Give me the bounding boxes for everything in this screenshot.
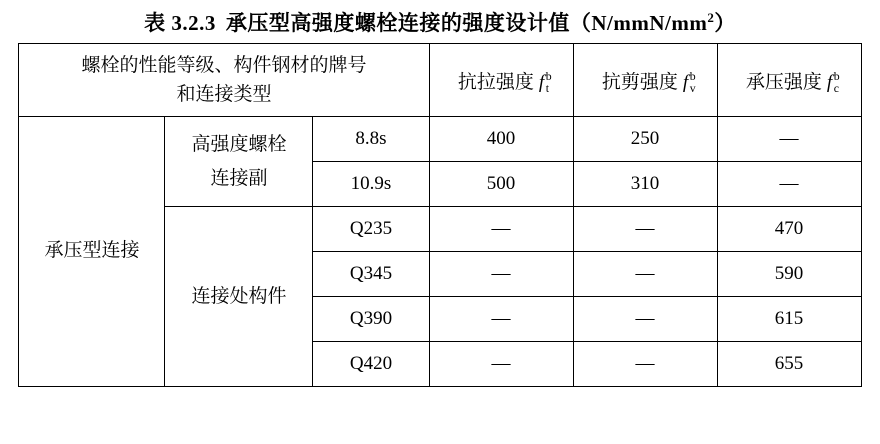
- symbol-subscript: c: [833, 81, 839, 95]
- cell-bearing: 655: [717, 342, 861, 387]
- cell-tensile: 400: [429, 117, 573, 162]
- cell-shear: —: [573, 252, 717, 297]
- symbol-base: f: [682, 71, 689, 93]
- cell-tensile: —: [429, 207, 573, 252]
- table-caption: [0, 0, 880, 43]
- symbol-base: f: [826, 71, 833, 93]
- cell-shear: 250: [573, 117, 717, 162]
- cell-grade: Q235: [313, 207, 429, 252]
- header-shear-strength: [573, 44, 717, 117]
- group-member-text: 连接处构件: [191, 285, 287, 307]
- cell-shear: —: [573, 207, 717, 252]
- header-description-line2: 和连接类型: [176, 84, 272, 105]
- table-header: [19, 44, 861, 117]
- cell-bearing: 590: [717, 252, 861, 297]
- cell-bearing: —: [717, 117, 861, 162]
- cell-bearing: —: [717, 162, 861, 207]
- caption-number: 表 3.2.3: [144, 11, 216, 35]
- symbol-subscript: v: [689, 81, 696, 95]
- caption-unit-open: （N/mm: [569, 11, 650, 35]
- strength-design-table: [18, 43, 861, 387]
- caption-title: 承压型高强度螺栓连接的强度设计值: [225, 11, 570, 35]
- header-shear-label: 抗剪强度: [601, 71, 678, 93]
- header-bearing-strength: [717, 44, 861, 117]
- cell-shear: —: [573, 297, 717, 342]
- cell-bearing: 615: [717, 297, 861, 342]
- cell-grade: 10.9s: [313, 162, 429, 207]
- cell-grade: Q390: [313, 297, 429, 342]
- row-label-text: 承压型连接: [44, 240, 140, 262]
- cell-tensile: —: [429, 342, 573, 387]
- symbol-subscript: t: [545, 81, 549, 95]
- header-bearing-label: 承压强度: [745, 71, 822, 93]
- symbol-fc-b: [826, 70, 840, 95]
- header-description-cell: [19, 44, 429, 117]
- cell-shear: —: [573, 342, 717, 387]
- cell-grade: Q420: [313, 342, 429, 387]
- cell-bearing: 470: [717, 207, 861, 252]
- cell-tensile: —: [429, 297, 573, 342]
- table-body: [19, 117, 861, 387]
- cell-grade: Q345: [313, 252, 429, 297]
- symbol-fv-b: [682, 70, 696, 95]
- header-tensile-label: 抗拉强度: [457, 71, 534, 93]
- group-high-strength-bolt-set: [165, 117, 313, 207]
- symbol-superscript: b: [545, 70, 552, 84]
- group-bolt-line1: 高强度螺栓: [191, 134, 287, 156]
- table-row: [19, 117, 861, 162]
- caption-unit-close: ）: [714, 11, 736, 35]
- header-tensile-strength: [429, 44, 573, 117]
- symbol-superscript: b: [689, 70, 696, 84]
- cell-tensile: —: [429, 252, 573, 297]
- header-description-line1: 螺栓的性能等级、构件钢材的牌号: [81, 54, 367, 76]
- symbol-base: f: [538, 71, 545, 93]
- symbol-superscript: b: [833, 70, 840, 84]
- caption-unit: $(N/mmN/mm^2)$: [569, 10, 736, 35]
- row-label-bearing-connection: [19, 117, 165, 387]
- cell-grade: 8.8s: [313, 117, 429, 162]
- group-bolt-line2: 连接副: [210, 167, 268, 189]
- header-row: [19, 44, 861, 117]
- header-description: [19, 51, 428, 110]
- symbol-ft-b: [538, 70, 552, 95]
- group-connection-members: [165, 207, 313, 387]
- cell-shear: 310: [573, 162, 717, 207]
- caption-unit-exponent: 2: [707, 10, 715, 25]
- cell-tensile: 500: [429, 162, 573, 207]
